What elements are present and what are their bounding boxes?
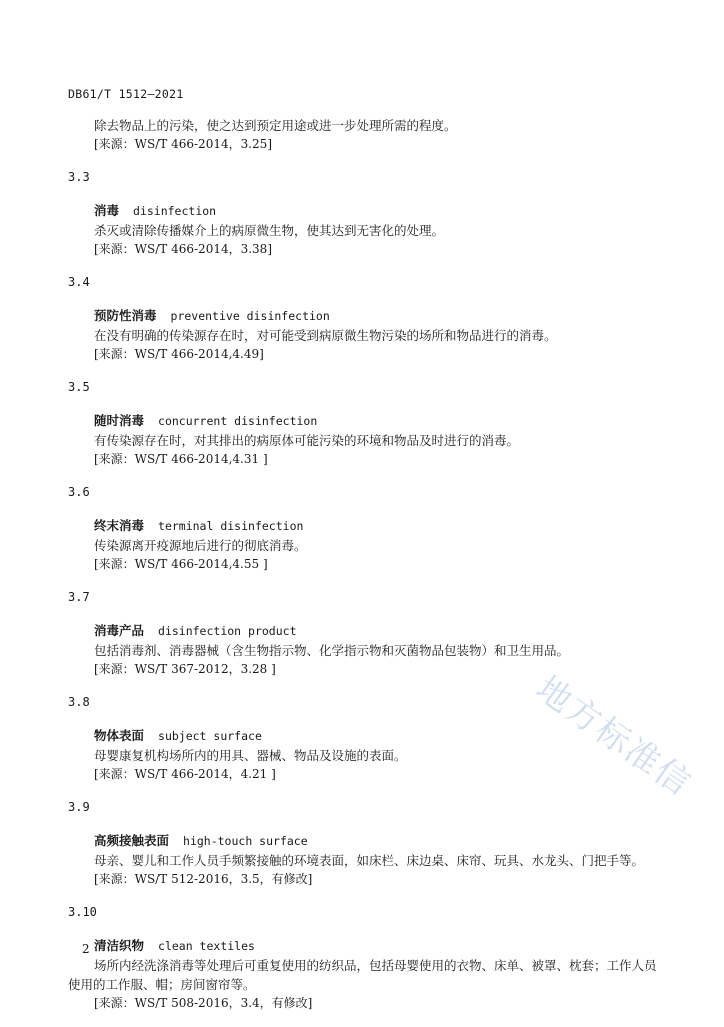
term-3-10 [68,903,658,1013]
term-title-en: disinfection [133,204,217,218]
term-3-9 [68,798,658,889]
term-title [68,411,658,431]
term-definition: 母亲、婴儿和工作人员手频繁接触的环境表面，如床栏、床边桌、床帘、玩具、水龙头、门把手等。 [94,853,645,868]
term-definition: 杀灭或清除传播媒介上的病原微生物，使其达到无害化的处理。 [94,223,445,238]
term-title-cn: 清洁织物 [94,938,145,953]
term-definition: 场所内经洗涤消毒等处理后可重复使用的纺织品，包括母婴使用的衣物、床单、被罩、枕套；工作人员使用的工作服、帽；房间窗帘等。 [68,958,657,992]
term-title [68,936,658,956]
term-number: 3.5 [68,380,90,394]
term-source: [来源：WS/T 466-2014,4.55 ] [94,557,268,571]
term-title-en: high-touch surface [183,834,308,848]
term-title-en: concurrent disinfection [158,414,318,428]
standard-id: DB61/T 1512—2021 [68,87,184,101]
term-title [68,516,658,536]
term-source: [来源：WS/T 466-2014,4.49] [94,347,264,361]
intro-source: [来源：WS/T 466-2014，3.25] [94,137,272,151]
term-title-cn: 随时消毒 [94,413,145,428]
term-number: 3.3 [68,170,90,184]
term-title-cn: 消毒产品 [94,623,145,638]
term-title [68,621,658,641]
term-title-cn: 高频接触表面 [94,833,170,848]
term-title-en: preventive disinfection [170,309,330,323]
term-number: 3.9 [68,800,90,814]
intro-line: 除去物品上的污染，使之达到预定用途或进一步处理所需的程度。 [94,118,457,133]
term-definition: 母婴康复机构场所内的用具、器械、物品及设施的表面。 [94,748,407,763]
term-title-en: disinfection product [158,624,297,638]
term-title-cn: 预防性消毒 [94,308,157,323]
term-source: [来源：WS/T 512-2016，3.5，有修改] [94,872,313,886]
document-body [68,116,658,1027]
term-definition: 在没有明确的传染源存在时，对可能受到病原微生物污染的场所和物品进行的消毒。 [94,328,557,343]
term-title-en: subject surface [158,729,262,743]
term-definition: 有传染源存在时，对其排出的病原体可能污染的环境和物品及时进行的消毒。 [94,433,520,448]
term-title-cn: 消毒 [94,203,120,218]
term-title [68,831,658,851]
term-title-cn: 物体表面 [94,728,145,743]
term-number: 3.4 [68,275,90,289]
term-source: [来源：WS/T 466-2014，3.38] [94,242,272,256]
term-source: [来源：WS/T 466-2014，4.21 ] [94,767,276,781]
page-number: 2 [82,942,90,956]
term-title-en: clean textiles [158,939,255,953]
term-number: 3.8 [68,695,90,709]
term-source: [来源：WS/T 508-2016，3.4，有修改] [94,996,313,1010]
term-3-3 [68,168,658,259]
term-definition: 传染源离开疫源地后进行的彻底消毒。 [94,538,307,553]
term-title [68,306,658,326]
term-definition: 包括消毒剂、消毒器械（含生物指示物、化学指示物和灭菌物品包装物）和卫生用品。 [94,643,570,658]
term-source: [来源：WS/T 466-2014,4.31 ] [94,452,268,466]
term-title-en: terminal disinfection [158,519,304,533]
term-3-6 [68,483,658,574]
term-3-4 [68,273,658,364]
term-3-5 [68,378,658,469]
term-number: 3.7 [68,590,90,604]
term-title-cn: 终末消毒 [94,518,145,533]
term-source: [来源：WS/T 367-2012，3.28 ] [94,662,276,676]
term-number: 3.6 [68,485,90,499]
watermark-text: 地方标准信 [528,668,699,805]
term-title [68,201,658,221]
term-number: 3.10 [68,905,97,919]
term-3-7 [68,588,658,679]
